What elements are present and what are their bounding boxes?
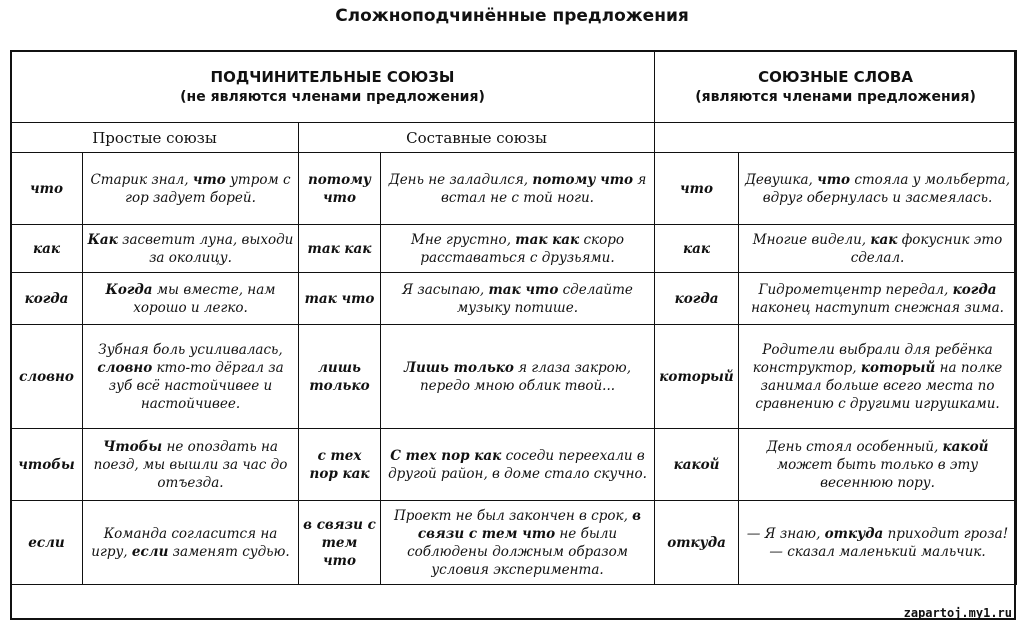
header-allied-empty xyxy=(655,123,1017,153)
highlighted-connector: Как xyxy=(87,231,118,248)
table-row xyxy=(11,153,1017,225)
compound-conjunction: с тех пор как xyxy=(299,429,381,501)
table-row xyxy=(11,225,1017,273)
highlighted-connector: что xyxy=(192,171,226,188)
compound-conjunction: потому что xyxy=(299,153,381,225)
example-text: Девушка, xyxy=(744,171,818,188)
simple-conjunction: словно xyxy=(11,325,83,429)
header-compound: Составные союзы xyxy=(299,123,655,153)
example-text: не опоздать на поезд, мы вышли за час до отъезда. xyxy=(93,438,288,491)
allied-word: какой xyxy=(655,429,739,501)
example-text: Многие видели, xyxy=(752,231,871,248)
compound-example xyxy=(381,429,655,501)
highlighted-connector: что xyxy=(817,171,851,188)
table-row xyxy=(11,273,1017,325)
highlighted-connector: потому что xyxy=(532,171,634,188)
simple-example xyxy=(83,501,299,585)
highlighted-connector: С тех пор как xyxy=(390,447,502,464)
compound-example xyxy=(381,501,655,585)
table-row xyxy=(11,429,1017,501)
highlighted-connector: когда xyxy=(952,281,997,298)
highlighted-connector: какой xyxy=(942,438,989,455)
example-text: заменят судью. xyxy=(168,543,290,560)
example-text: я глаза закрою, передо мною облик твой... xyxy=(419,359,631,394)
simple-conjunction: как xyxy=(11,225,83,273)
allied-example xyxy=(739,325,1017,429)
highlighted-connector: Чтобы xyxy=(103,438,163,455)
example-text: стояла у мольберта, вдруг обернулась и засмеялась. xyxy=(762,171,1011,206)
simple-conjunction: если xyxy=(11,501,83,585)
example-text: Гидрометцентр передал, xyxy=(758,281,953,298)
header-allied-sub: (являются членами предложения) xyxy=(695,88,976,105)
page-title: Сложноподчинённые предложения xyxy=(335,6,689,26)
example-text: соседи переехали в другой район, в доме стало скучно. xyxy=(388,447,647,482)
compound-example xyxy=(381,325,655,429)
example-text: на полке занимал больше всего места по сравнению с другими игрушками. xyxy=(755,359,1003,412)
highlighted-connector: если xyxy=(131,543,169,560)
allied-word: когда xyxy=(655,273,739,325)
example-text: наконец наступит снежная зима. xyxy=(751,299,1004,316)
conjunctions-table xyxy=(10,50,1017,585)
example-text: День не заладился, xyxy=(388,171,533,188)
example-text: Родители выбрали для ребёнка конструктор, xyxy=(752,341,993,376)
simple-example xyxy=(83,153,299,225)
example-text: — Я знаю, xyxy=(746,525,825,542)
simple-conjunction: когда xyxy=(11,273,83,325)
allied-word: как xyxy=(655,225,739,273)
allied-example xyxy=(739,225,1017,273)
simple-example xyxy=(83,273,299,325)
highlighted-connector: словно xyxy=(97,359,153,376)
simple-example xyxy=(83,325,299,429)
highlighted-connector: так что xyxy=(488,281,559,298)
highlighted-connector: в связи с тем что xyxy=(417,507,642,542)
table-body xyxy=(11,153,1017,585)
header-simple: Простые союзы xyxy=(11,123,299,153)
table-row xyxy=(11,325,1017,429)
example-text: я встал не с той ноги. xyxy=(441,171,647,206)
simple-conjunction: что xyxy=(11,153,83,225)
compound-conjunction: лишь только xyxy=(299,325,381,429)
highlighted-connector: Лишь только xyxy=(404,359,514,376)
simple-example xyxy=(83,225,299,273)
example-text: приходит гроза! — сказал маленький мальчик. xyxy=(769,525,1009,560)
compound-example xyxy=(381,273,655,325)
example-text: Команда согласится на игру, xyxy=(91,525,278,560)
allied-example xyxy=(739,273,1017,325)
highlighted-connector: как xyxy=(870,231,898,248)
example-text: кто-то дёргал за зуб всё настойчивее и настойчивее. xyxy=(108,359,284,412)
header-allied-words xyxy=(655,51,1017,123)
compound-example xyxy=(381,225,655,273)
simple-example xyxy=(83,429,299,501)
example-text: фокусник это сделал. xyxy=(850,231,1003,266)
allied-word: что xyxy=(655,153,739,225)
example-text: День стоял особенный, xyxy=(766,438,943,455)
example-text: сделайте музыку потише. xyxy=(457,281,633,316)
compound-conjunction: так как xyxy=(299,225,381,273)
example-text: может быть только в эту весеннюю пору. xyxy=(776,456,979,491)
example-text: Я засыпаю, xyxy=(402,281,489,298)
example-text: Мне грустно, xyxy=(411,231,516,248)
example-text: утром с гор задует борей. xyxy=(125,171,291,206)
example-text: мы вместе, нам хорошо и легко. xyxy=(133,281,276,316)
example-text: Проект не был закончен в срок, xyxy=(393,507,633,524)
highlighted-connector: откуда xyxy=(824,525,884,542)
highlighted-connector: Когда xyxy=(105,281,153,298)
example-text: засветит луна, выходи за околицу. xyxy=(117,231,294,266)
allied-word: который xyxy=(655,325,739,429)
watermark: zapartoj.my1.ru xyxy=(903,606,1012,620)
allied-example xyxy=(739,501,1017,585)
compound-conjunction: в связи с тем что xyxy=(299,501,381,585)
example-text: не были соблюдены должным образом условия эксперимента. xyxy=(407,525,628,578)
example-text: скоро расставаться с друзьями. xyxy=(420,231,624,266)
header-subordinating-title: ПОДЧИНИТЕЛЬНЫЕ СОЮЗЫ xyxy=(210,67,455,86)
example-text: Старик знал, xyxy=(90,171,193,188)
highlighted-connector: который xyxy=(860,359,936,376)
compound-example xyxy=(381,153,655,225)
header-subordinating xyxy=(11,51,655,123)
simple-conjunction: чтобы xyxy=(11,429,83,501)
table-row xyxy=(11,501,1017,585)
header-allied-title: СОЮЗНЫЕ СЛОВА xyxy=(758,67,913,86)
highlighted-connector: так как xyxy=(515,231,580,248)
example-text: Зубная боль усиливалась, xyxy=(98,341,283,358)
allied-word: откуда xyxy=(655,501,739,585)
compound-conjunction: так что xyxy=(299,273,381,325)
header-subordinating-sub: (не являются членами предложения) xyxy=(180,88,485,105)
allied-example xyxy=(739,429,1017,501)
allied-example xyxy=(739,153,1017,225)
